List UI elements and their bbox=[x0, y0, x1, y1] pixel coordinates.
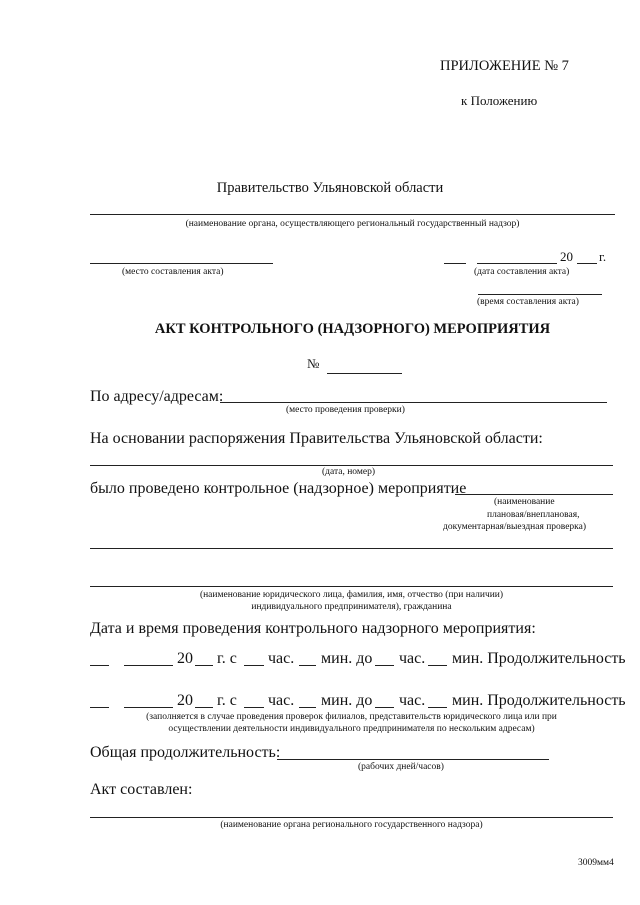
footer-code: 3009мм4 bbox=[578, 858, 614, 868]
act-time-caption: (время составления акта) bbox=[477, 297, 579, 307]
row2-year-prefix: 20 bbox=[177, 692, 193, 709]
number-line[interactable] bbox=[327, 373, 402, 374]
act-place-line[interactable] bbox=[90, 263, 273, 264]
address-caption: (место проведения проверки) bbox=[286, 405, 405, 415]
total-caption: (рабочих дней/часов) bbox=[358, 762, 444, 772]
conducted-caption-1: (наименование bbox=[494, 497, 555, 507]
row1-day-line[interactable] bbox=[90, 665, 109, 666]
entity-line-1[interactable] bbox=[90, 548, 613, 549]
entity-caption-2: индивидуального предпринимателя), гражданина bbox=[251, 602, 452, 612]
act-place-caption: (место составления акта) bbox=[122, 267, 224, 277]
authority-line[interactable] bbox=[90, 214, 615, 215]
row2-hours2: час. bbox=[399, 692, 426, 709]
row1-min-to-line[interactable] bbox=[428, 665, 447, 666]
conducted-line[interactable] bbox=[455, 494, 613, 495]
act-date-caption: (дата составления акта) bbox=[474, 267, 570, 277]
datetime-label: Дата и время проведения контрольного надзорного мероприятия: bbox=[90, 620, 536, 637]
act-day-line[interactable] bbox=[444, 263, 466, 264]
basis-line[interactable] bbox=[90, 465, 613, 466]
row2-min-from-line[interactable] bbox=[299, 707, 316, 708]
conducted-caption-2: плановая/внеплановая, bbox=[487, 510, 580, 520]
row2-month-line[interactable] bbox=[124, 707, 173, 708]
row2-min-to-line[interactable] bbox=[428, 707, 447, 708]
entity-line-2[interactable] bbox=[90, 586, 613, 587]
row1-hours2: час. bbox=[399, 650, 426, 667]
total-label: Общая продолжительность: bbox=[90, 744, 281, 761]
row2-min-to: мин. до bbox=[321, 692, 373, 709]
document-title: АКТ КОНТРОЛЬНОГО (НАДЗОРНОГО) МЕРОПРИЯТИЯ bbox=[154, 321, 551, 337]
act-time-line[interactable] bbox=[478, 294, 602, 295]
authority-name: Правительство Ульяновской области bbox=[216, 180, 444, 196]
authority-caption: (наименование органа, осуществляющего региональный государственный надзор) bbox=[185, 219, 520, 229]
datetime-note-2: осуществлении деятельности индивидуального предпринимателя по нескольким адресам) bbox=[168, 724, 535, 734]
row2-hours: час. bbox=[268, 692, 295, 709]
act-year-prefix: 20 bbox=[560, 249, 573, 264]
drawn-up-line[interactable] bbox=[90, 817, 613, 818]
regulation-label: к Положению bbox=[461, 93, 538, 108]
row1-year-line[interactable] bbox=[195, 665, 213, 666]
basis-caption: (дата, номер) bbox=[322, 467, 375, 477]
act-month-line[interactable] bbox=[477, 263, 557, 264]
drawn-up-caption: (наименование органа регионального государственного надзора) bbox=[220, 820, 483, 830]
appendix-label: ПРИЛОЖЕНИЕ № 7 bbox=[440, 58, 569, 74]
drawn-up-label: Акт составлен: bbox=[90, 781, 193, 798]
number-label: № bbox=[307, 356, 320, 371]
row2-duration: мин. Продолжительность bbox=[452, 692, 626, 709]
row1-duration: мин. Продолжительность bbox=[452, 650, 626, 667]
address-line[interactable] bbox=[220, 402, 607, 403]
conducted-caption-3: документарная/выездная проверка) bbox=[443, 522, 587, 532]
row2-g-from: г. с bbox=[217, 692, 237, 709]
conducted-label: было проведено контрольное (надзорное) мероприятие bbox=[90, 480, 467, 497]
row2-hour-to-line[interactable] bbox=[375, 707, 394, 708]
row1-g-from: г. с bbox=[217, 650, 237, 667]
row2-year-line[interactable] bbox=[195, 707, 213, 708]
address-label: По адресу/адресам: bbox=[90, 388, 224, 405]
basis-label: На основании распоряжения Правительства Ульяновской области: bbox=[90, 430, 543, 447]
row1-hour-from-line[interactable] bbox=[244, 665, 264, 666]
datetime-note-1: (заполняется в случае проведения проверок филиалов, представительств юридического лица или при bbox=[146, 712, 557, 722]
act-year-suffix: г. bbox=[599, 249, 607, 264]
row1-min-from-line[interactable] bbox=[299, 665, 316, 666]
act-year-line[interactable] bbox=[577, 263, 597, 264]
total-line[interactable] bbox=[277, 759, 549, 760]
row1-min-to: мин. до bbox=[321, 650, 373, 667]
row1-year-prefix: 20 bbox=[177, 650, 193, 667]
row1-month-line[interactable] bbox=[124, 665, 173, 666]
row1-hours: час. bbox=[268, 650, 295, 667]
entity-caption-1: (наименование юридического лица, фамилия, имя, отчество (при наличии) bbox=[199, 590, 504, 600]
row2-day-line[interactable] bbox=[90, 707, 109, 708]
row2-hour-from-line[interactable] bbox=[244, 707, 264, 708]
row1-hour-to-line[interactable] bbox=[375, 665, 394, 666]
